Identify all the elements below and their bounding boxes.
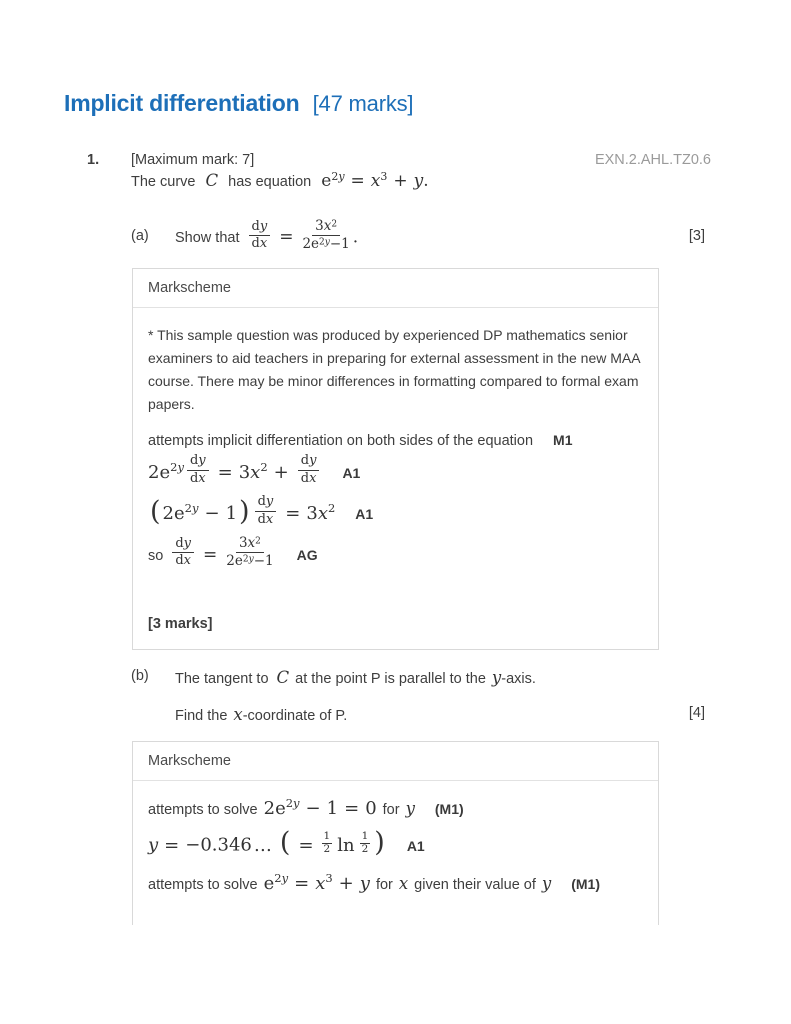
value-text: −0.346: [185, 834, 252, 856]
right-paren: ): [239, 495, 250, 527]
equals-sign: =: [217, 462, 233, 484]
markscheme-panel-a: [132, 268, 659, 650]
intro-mid-text: has equation: [228, 174, 312, 190]
equation-step-1: $2e^{2y}$ $\frac{dy}{dx}$ = $3x^2$ + $\frac{dy}{dx}$ A1: [148, 453, 361, 486]
equation-step-3: [148, 535, 643, 572]
fraction-dy-dx: $\frac{dy}{dx}$: [298, 454, 320, 486]
exponent-2y: 2y: [285, 796, 300, 810]
left-paren: (: [150, 495, 161, 527]
markscheme-step-m1: [148, 432, 643, 449]
markscheme-step-1: attempts to solve $2e^{2y} - 1 = 0$ for y (M1): [148, 796, 464, 819]
equation-2e2y-minus-1: $2e^{2y} - 1 = 0$: [263, 796, 377, 819]
left-paren: (: [279, 827, 291, 858]
ln-function: ln: [337, 834, 355, 856]
markscheme-step-2: y = −0.346 … ( = $\frac{1}{2}$ ln $\frac{1}{2}$ ) A1: [148, 827, 425, 858]
exponent-2y: 2y: [274, 871, 289, 885]
question-number: 1.: [87, 152, 100, 168]
part-b-find-row: [131, 705, 711, 724]
markscheme-header-label: Markscheme: [148, 280, 231, 296]
mark-code: A1: [355, 506, 374, 523]
part-a-marks: [3]: [688, 228, 705, 244]
part-a-row: [131, 218, 711, 255]
markscheme-header: [133, 742, 658, 781]
exponent-2y: 2y: [184, 501, 199, 516]
fraction-dy-dx: $\frac{dy}{dx}$: [255, 495, 277, 527]
intro-pre-text: The curve: [131, 174, 196, 190]
markscheme-panel-b: [132, 741, 659, 925]
markscheme-header-label: Markscheme: [148, 753, 231, 769]
math-token: e: [321, 171, 332, 191]
equals-sign: =: [350, 171, 365, 191]
equation-step-2: ( $2e^{2y} - 1$) $\frac{dy}{dx}$ = $3x^2$ A1: [150, 494, 374, 527]
coordinate-variable: x: [233, 705, 243, 724]
exponent-2: 2: [327, 501, 336, 516]
part-a-prompt: [175, 218, 359, 255]
plus-sign: +: [273, 462, 289, 484]
question-reference: EXN.2.AHL.TZ0.6: [594, 152, 711, 168]
page-title-text: Implicit differentiation: [64, 90, 300, 116]
markscheme-body: [133, 796, 658, 894]
equals-sign: =: [285, 503, 301, 525]
equals-sign: =: [344, 798, 360, 819]
mark-code: A1: [342, 465, 361, 482]
part-b-marks: [4]: [688, 705, 705, 721]
fraction-one-half: $\frac{1}{2}$: [323, 830, 331, 855]
so-text: so: [148, 547, 164, 564]
math-token: y: [413, 171, 424, 191]
ellipsis: …: [253, 834, 272, 856]
equals-sign: =: [294, 873, 310, 894]
page-title-marks: [47 marks]: [312, 91, 414, 116]
mark-code: (M1): [434, 801, 464, 817]
math-token: x: [370, 171, 381, 191]
part-b-find-text: Find the x-coordinate of P.: [175, 705, 348, 724]
marks-footer: [3 marks]: [148, 616, 213, 633]
question-header: [87, 152, 711, 168]
question-intro: [131, 170, 429, 191]
variable-y: y: [405, 799, 415, 818]
exponent-3: 3: [380, 170, 388, 183]
equation-e2y-x3-y: $e^{2y} = x^3 + y$: [263, 871, 370, 894]
fraction-dy-dx: $\frac{dy}{dx}$: [172, 537, 194, 569]
right-paren: ): [374, 827, 385, 858]
sample-question-note: * This sample question was produced by experienced DP mathematics senior examiners to aid teachers in preparing for external assessment in the new MAA course. There may be minor differences in formatting compared to formal exam papers.: [148, 327, 641, 412]
part-b-text: The tangent to C at the point P is parallel to the y-axis.: [175, 668, 536, 687]
plus-sign: +: [338, 873, 354, 894]
equals-sign: =: [164, 834, 180, 856]
mark-code: A1: [406, 837, 425, 854]
page-title: [64, 90, 413, 117]
equals-sign: =: [203, 544, 218, 565]
equals-sign: =: [279, 227, 294, 248]
mark-code: AG: [296, 546, 318, 563]
show-that-text: Show that: [175, 230, 240, 247]
curve-symbol: C: [276, 668, 290, 687]
part-b-row: [131, 668, 711, 687]
fraction-dy-dx: $\frac{dy}{dx}$: [249, 220, 271, 252]
markscheme-header: [133, 269, 658, 308]
curve-symbol: C: [205, 171, 219, 190]
variable-x: x: [398, 874, 409, 893]
fraction-one-half: $\frac{1}{2}$: [361, 830, 369, 855]
equals-sign: =: [298, 834, 314, 856]
minus-sign: −: [305, 798, 321, 819]
part-a-label: (a): [131, 228, 149, 244]
plus-sign: +: [393, 171, 408, 191]
exponent-3: 3: [325, 871, 333, 885]
exponent-2: 2: [260, 460, 268, 475]
part-b-label: (b): [131, 668, 149, 684]
mark-code: (M1): [571, 876, 600, 892]
step-text: attempts implicit differentiation on both sides of the equation: [148, 433, 534, 449]
variable-y: y: [541, 874, 552, 893]
period: .: [423, 171, 429, 191]
mark-code: M1: [553, 432, 573, 448]
minus-sign: −: [204, 503, 220, 525]
fraction-dy-dx: $\frac{dy}{dx}$: [187, 454, 209, 486]
fraction-3x2-over-2e2y-minus-1: $\frac{3x^2}{2e^{2y}-1}$: [226, 535, 274, 570]
question-max-mark: [Maximum mark: 7]: [131, 152, 255, 168]
markscheme-body: [133, 324, 658, 632]
exponent-2y: 2y: [331, 170, 345, 183]
markscheme-step-3: attempts to solve $e^{2y} = x^3 + y$ for x given their value of y (M1): [148, 871, 600, 894]
axis-variable: y: [491, 668, 502, 687]
fraction-3x2-over-2e2y-minus-1: $\frac{3x^2}{2e^{2y}-1}$: [302, 218, 350, 253]
exponent-2y: 2y: [170, 460, 184, 475]
period: .: [352, 227, 359, 248]
equation-curve: [321, 171, 428, 191]
